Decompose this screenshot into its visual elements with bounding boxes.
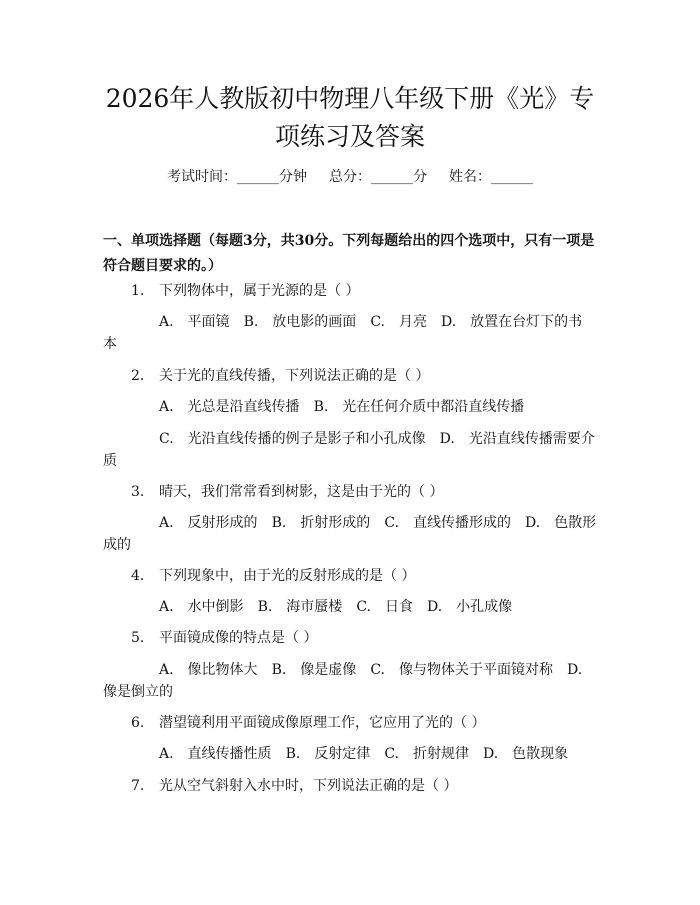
question-4 (131, 565, 415, 587)
question-stem: 光从空气斜射入水中时，下列说法正确的是（ ） (159, 778, 458, 794)
option-c: C. 像与物体关于平面镜对称 (370, 662, 553, 678)
option-d: D. 光沿直线传播需要介质 (103, 431, 595, 469)
option-c: C. 日食 (356, 599, 413, 615)
option-c: C. 月亮 (370, 314, 427, 330)
question-number: 7. (131, 778, 145, 794)
question-stem: 潜望镜利用平面镜成像原理工作，它应用了光的（ ） (159, 715, 486, 731)
question-number: 1. (131, 283, 145, 299)
section-heading: 一、单项选择题（每题3分，共30分。下列每题给出的四个选项中，只有一项是符合题目要求的。） (103, 233, 595, 274)
question-3-options (103, 512, 599, 556)
option-a: A. 像比物体大 (159, 662, 258, 678)
question-number: 5. (131, 630, 145, 646)
option-d: D. 像是倒立的 (103, 662, 597, 700)
option-a: A. 反射形成的 (159, 515, 258, 531)
option-b: B. 折射形成的 (271, 515, 371, 531)
document-title: 2026年人教版初中物理八年级下册《光》专项练习及答案 (105, 84, 595, 151)
question-3 (131, 481, 443, 503)
question-2-options-row-1 (103, 396, 599, 418)
option-b: B. 像是虚像 (271, 662, 357, 678)
question-5 (131, 627, 317, 649)
option-c: C. 光沿直线传播的例子是影子和小孔成像 (159, 431, 426, 447)
question-stem: 下列物体中，属于光源的是（ ） (159, 283, 360, 299)
question-4-options (103, 596, 599, 618)
question-1 (131, 280, 359, 302)
question-2-options-row-2 (103, 428, 599, 472)
option-b: B. 海市蜃楼 (257, 599, 343, 615)
question-number: 6. (131, 715, 145, 731)
option-c: C. 折射规律 (384, 746, 469, 762)
option-d: D. 色散现象 (482, 746, 569, 762)
exam-meta (0, 167, 700, 187)
question-6-options (103, 743, 599, 765)
total-score-label: 总分：______分 (329, 169, 427, 185)
question-5-options (103, 659, 599, 703)
option-a: A. 直线传播性质 (159, 746, 272, 762)
option-a: A. 平面镜 (159, 314, 230, 330)
option-d: D. 色散形成的 (103, 515, 597, 553)
option-d: D. 放置在台灯下的书本 (103, 314, 583, 352)
option-c: C. 直线传播形成的 (384, 515, 511, 531)
question-number: 2. (131, 368, 145, 384)
option-a: A. 水中倒影 (159, 599, 244, 615)
question-stem: 晴天，我们常常看到树影，这是由于光的（ ） (159, 484, 444, 500)
question-stem: 平面镜成像的特点是（ ） (159, 630, 318, 646)
option-b: B. 放电影的画面 (243, 314, 357, 330)
question-2 (131, 365, 429, 387)
option-b: B. 光在任何介质中都沿直线传播 (313, 399, 525, 415)
question-1-options (103, 311, 599, 355)
question-7 (131, 775, 457, 797)
question-number: 4. (131, 568, 145, 584)
option-b: B. 反射定律 (285, 746, 371, 762)
student-name-label: 姓名：______ (449, 169, 533, 185)
question-6 (131, 712, 485, 734)
question-stem: 下列现象中，由于光的反射形成的是（ ） (159, 568, 416, 584)
exam-time-label: 考试时间：______分钟 (167, 169, 307, 185)
option-d: D. 小孔成像 (426, 599, 513, 615)
question-number: 3. (131, 484, 145, 500)
option-a: A. 光总是沿直线传播 (159, 399, 300, 415)
question-stem: 关于光的直线传播，下列说法正确的是（ ） (159, 368, 430, 384)
